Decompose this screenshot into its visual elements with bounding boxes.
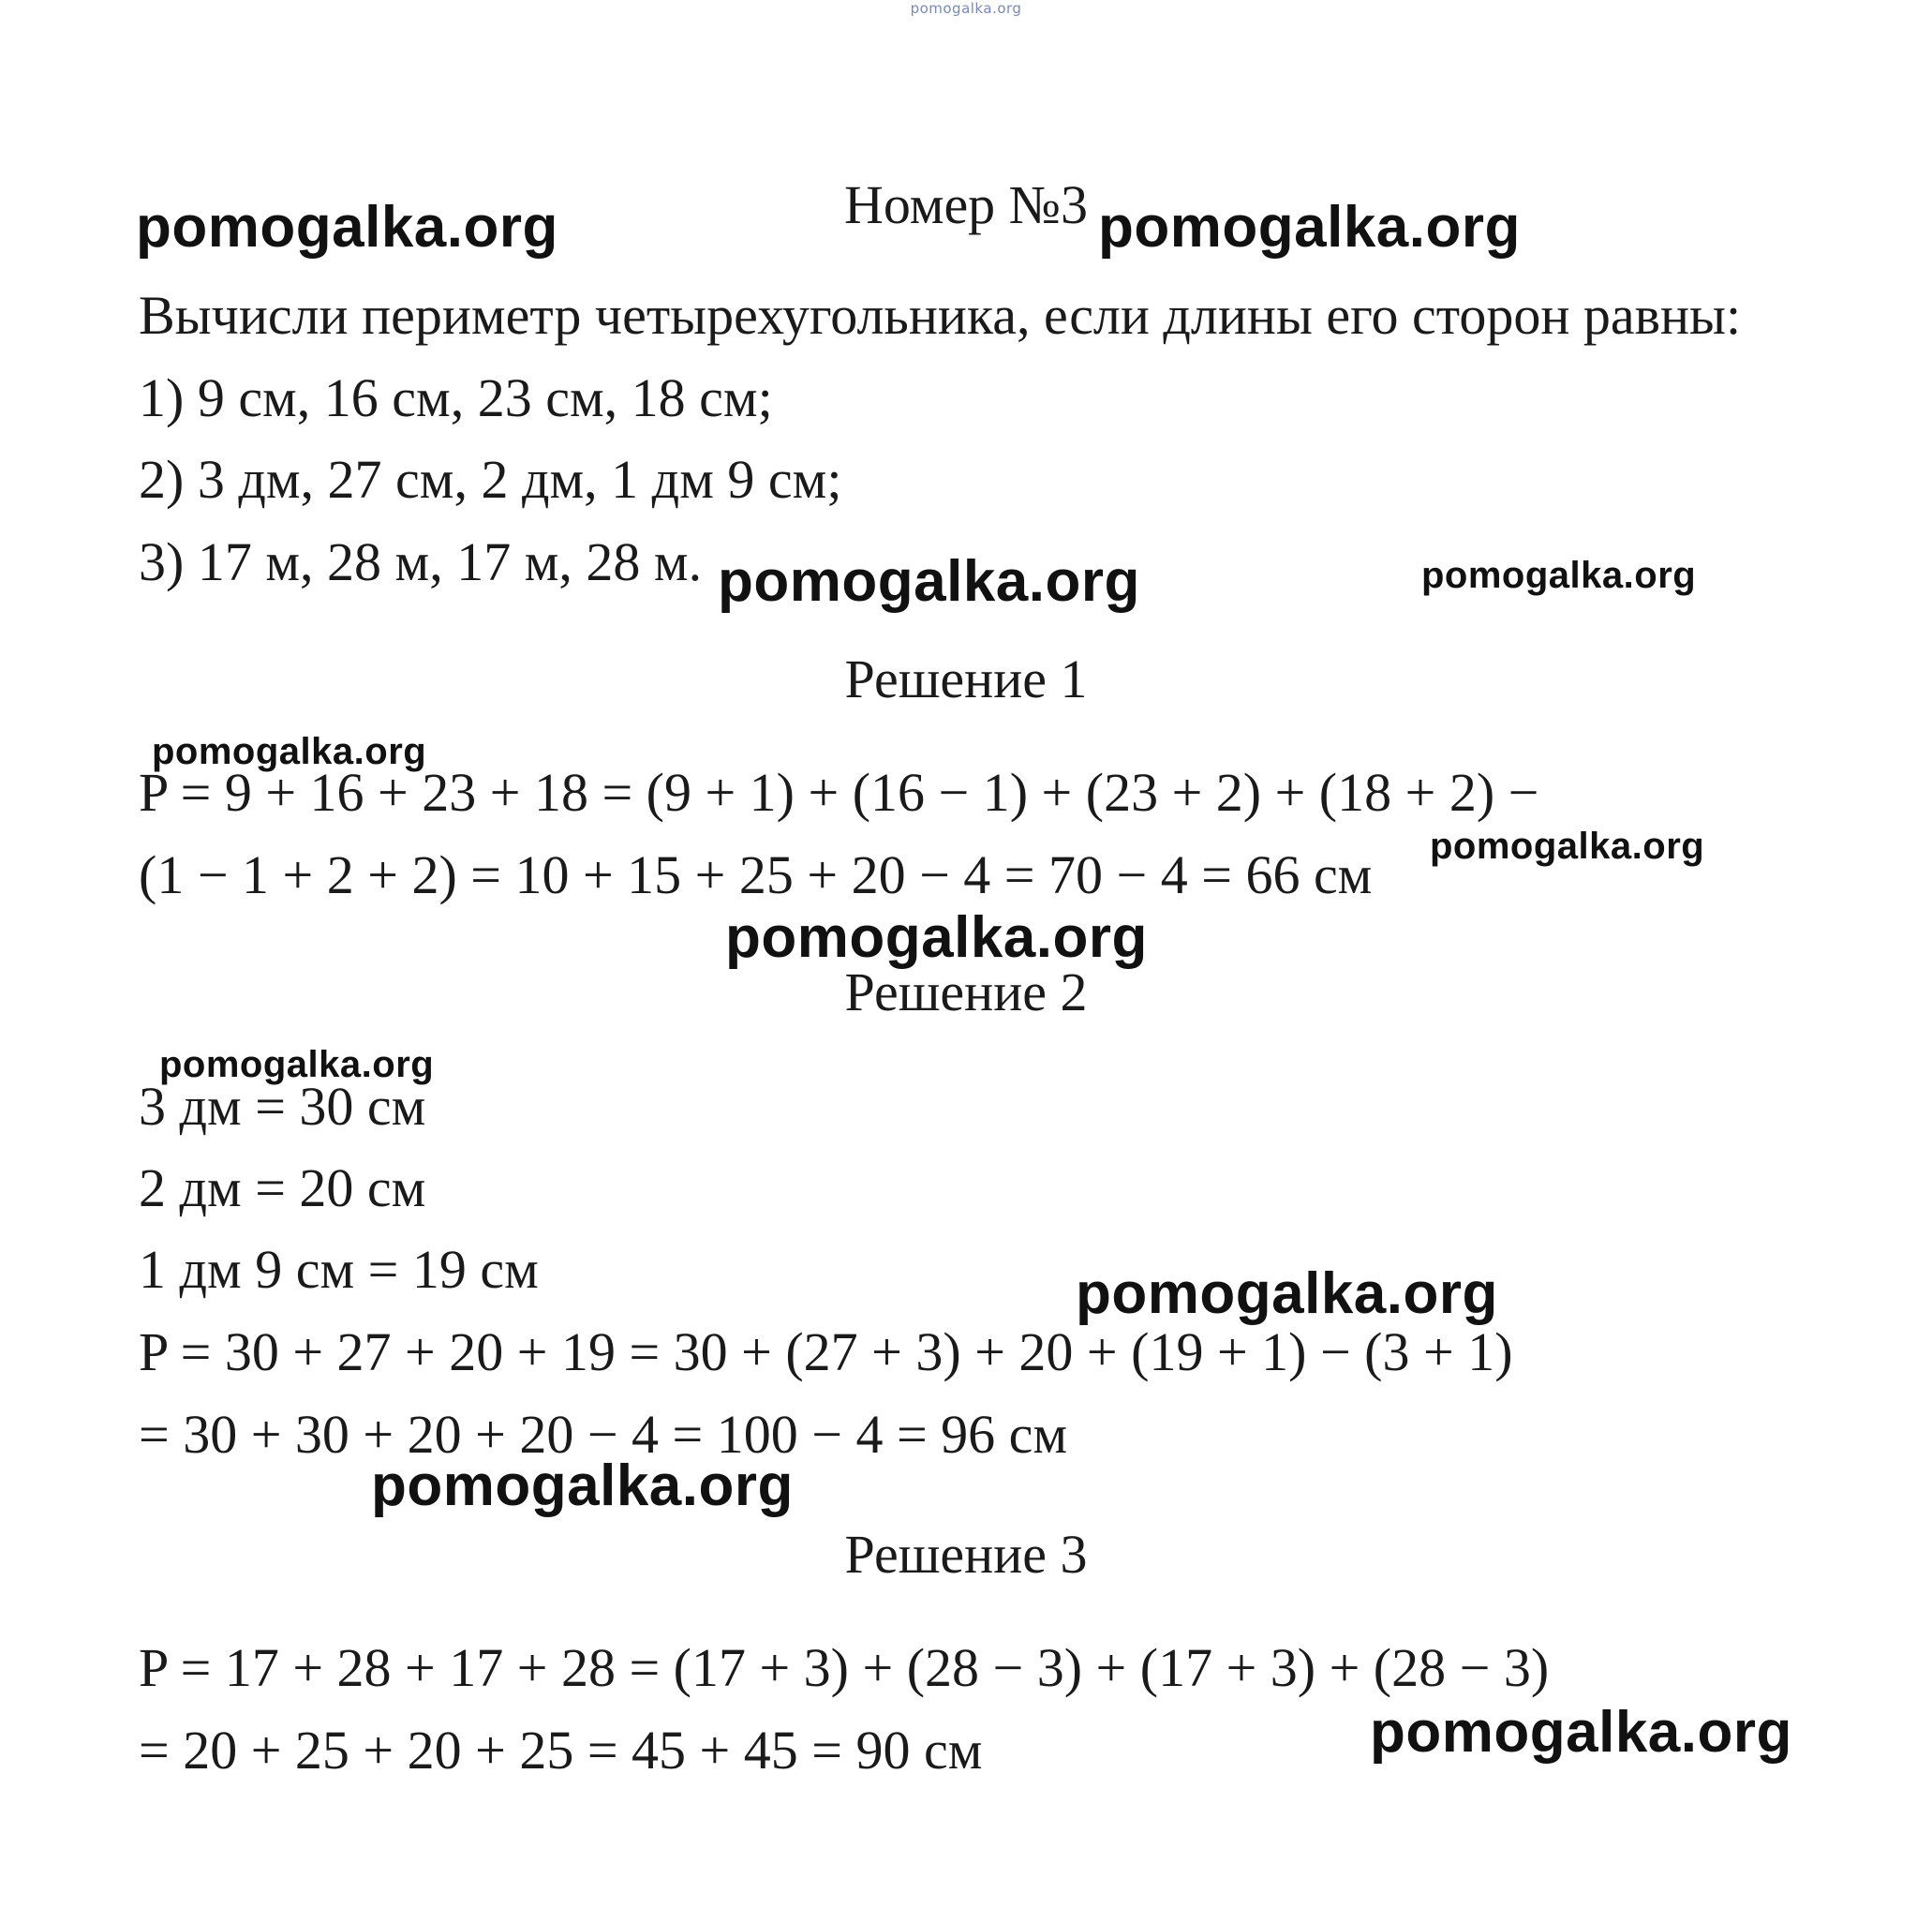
watermark: pomogalka.org [1098,195,1521,260]
watermark: pomogalka.org [718,549,1140,614]
watermark: pomogalka.org [1076,1261,1498,1326]
watermark: pomogalka.org [725,905,1148,970]
solution-3-title: Решение 3 [844,1524,1088,1585]
watermark: pomogalka.org [152,731,427,772]
task-item-2: 2) 3 дм, 27 см, 2 дм, 1 дм 9 см; [139,449,842,510]
solution-2-line-4: P = 30 + 27 + 20 + 19 = 30 + (27 + 3) + 20 + (19 + 1) − (3 + 1) [139,1321,1513,1382]
solution-2-line-3: 1 дм 9 см = 19 см [139,1239,539,1300]
solution-2-line-5: = 30 + 30 + 20 + 20 − 4 = 100 − 4 = 96 см [139,1404,1068,1465]
watermark: pomogalka.org [371,1453,794,1518]
solution-3-line-1: P = 17 + 28 + 17 + 28 = (17 + 3) + (28 − 3) + (17 + 3) + (28 − 3) [139,1637,1550,1698]
task-title: Номер №3 [843,174,1089,235]
solution-2-line-2: 2 дм = 20 см [139,1157,426,1218]
task-prompt: Вычисли периметр четырехугольника, если длины его сторон равны: [139,285,1742,346]
watermark: pomogalka.org [159,1044,435,1085]
solution-2-title: Решение 2 [844,962,1088,1022]
watermark: pomogalka.org [136,195,558,260]
watermark: pomogalka.org [1430,826,1705,867]
solution-2-line-1: 3 дм = 30 см [139,1076,426,1137]
task-item-3: 3) 17 м, 28 м, 17 м, 28 м. [139,531,703,592]
watermark-top: pomogalka.org [910,0,1022,17]
task-item-1: 1) 9 см, 16 см, 23 см, 18 см; [139,367,773,428]
solution-3-line-2: = 20 + 25 + 20 + 25 = 45 + 45 = 90 см [139,1720,983,1781]
solution-1-title: Решение 1 [844,648,1088,709]
watermark: pomogalka.org [1370,1700,1792,1765]
watermark: pomogalka.org [1421,555,1697,596]
solution-1-line-1: P = 9 + 16 + 23 + 18 = (9 + 1) + (16 − 1) + (23 + 2) + (18 + 2) − [139,762,1539,823]
solution-1-line-2: (1 − 1 + 2 + 2) = 10 + 15 + 25 + 20 − 4 = 70 − 4 = 66 см [139,844,1373,905]
